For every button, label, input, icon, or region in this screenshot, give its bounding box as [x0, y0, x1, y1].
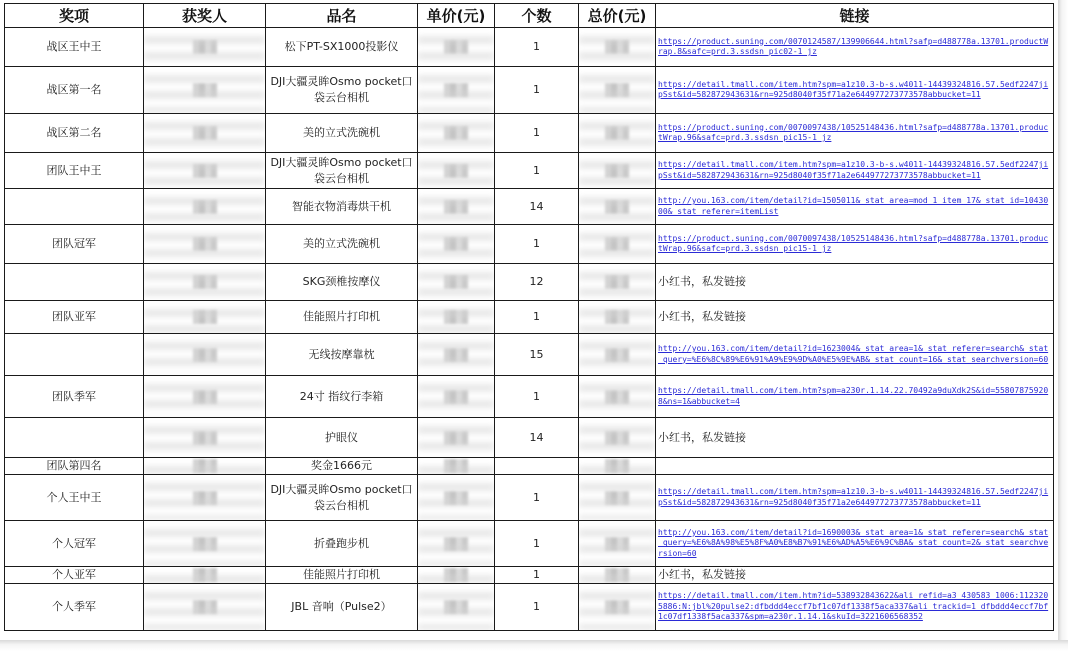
- award-cell: 战区王中王: [5, 28, 144, 67]
- count-cell: 14: [495, 189, 579, 225]
- total-price-cell-redacted: [579, 418, 656, 458]
- winner-cell-redacted: [144, 567, 266, 584]
- table-row: [5, 567, 1054, 584]
- winner-cell-redacted: [144, 334, 266, 376]
- item-cell: 美的立式洗碗机: [266, 225, 418, 264]
- header-unit-price: 单价(元): [418, 4, 495, 28]
- product-link[interactable]: https://product.suning.com/0070124587/139906644.html?safp=d488778a.13701.productWrap.8&safc=prd.3.ssdsn_pic02-1_jz: [658, 36, 1049, 56]
- unit-price-cell-redacted: [418, 153, 495, 189]
- award-cell: 个人亚军: [5, 567, 144, 584]
- award-cell: 团队王中王: [5, 153, 144, 189]
- header-row: [5, 4, 1054, 28]
- award-cell: 战区第二名: [5, 114, 144, 153]
- item-cell: 佳能照片打印机: [266, 301, 418, 334]
- item-cell: 无线按摩靠枕: [266, 334, 418, 376]
- link-cell: [656, 225, 1054, 264]
- count-cell: 14: [495, 418, 579, 458]
- total-price-cell-redacted: [579, 114, 656, 153]
- link-cell: [656, 28, 1054, 67]
- item-cell: 智能衣物消毒烘干机: [266, 189, 418, 225]
- table-row: [5, 334, 1054, 376]
- table-row: [5, 376, 1054, 418]
- winner-cell-redacted: [144, 301, 266, 334]
- table-row: [5, 153, 1054, 189]
- count-cell: 1: [495, 301, 579, 334]
- winner-cell-redacted: [144, 114, 266, 153]
- count-cell: 1: [495, 67, 579, 114]
- winner-cell-redacted: [144, 584, 266, 631]
- unit-price-cell-redacted: [418, 418, 495, 458]
- unit-price-cell-redacted: [418, 114, 495, 153]
- unit-price-cell-redacted: [418, 67, 495, 114]
- link-cell: [656, 376, 1054, 418]
- unit-price-cell-redacted: [418, 264, 495, 301]
- link-cell: [656, 67, 1054, 114]
- total-price-cell-redacted: [579, 189, 656, 225]
- product-link[interactable]: http://you.163.com/item/detail?id=1505011&_stat_area=mod_1_item_17&_stat_id=1043000&_stat_referer=itemList: [658, 196, 1049, 216]
- table-row: [5, 114, 1054, 153]
- winner-cell-redacted: [144, 28, 266, 67]
- total-price-cell-redacted: [579, 301, 656, 334]
- link-cell: [656, 114, 1054, 153]
- prize-table: [4, 3, 1054, 631]
- product-link[interactable]: http://you.163.com/item/detail?id=1623004&_stat_area=1&_stat_referer=search&_stat_query=%E6%8C%89%E6%91%A9%E9%9D%A0%E5%9E%AB&_stat_count=16&_stat_searchversion=60: [658, 344, 1049, 364]
- count-cell: [495, 458, 579, 475]
- count-cell: 1: [495, 376, 579, 418]
- total-price-cell-redacted: [579, 225, 656, 264]
- award-cell: [5, 334, 144, 376]
- product-link[interactable]: https://detail.tmall.com/item.htm?spm=a1z10.3-b-s.w4011-14439324816.57.5edf2247jipSst&id=582872943631&rn=925d8040f35f71a2e644977273773578abbucket=11: [658, 160, 1049, 180]
- link-cell: [656, 153, 1054, 189]
- link-cell: [656, 584, 1054, 631]
- link-cell: [656, 475, 1054, 521]
- link-note-cell: [656, 458, 1054, 475]
- award-cell: 团队冠军: [5, 225, 144, 264]
- winner-cell-redacted: [144, 264, 266, 301]
- unit-price-cell-redacted: [418, 475, 495, 521]
- header-award: 奖项: [5, 4, 144, 28]
- unit-price-cell-redacted: [418, 458, 495, 475]
- item-cell: DJI大疆灵眸Osmo pocket口袋云台相机: [266, 67, 418, 114]
- award-cell: 团队亚军: [5, 301, 144, 334]
- table-row: [5, 225, 1054, 264]
- winner-cell-redacted: [144, 458, 266, 475]
- table-row: [5, 301, 1054, 334]
- count-cell: 1: [495, 584, 579, 631]
- award-cell: [5, 418, 144, 458]
- link-cell: [656, 189, 1054, 225]
- total-price-cell-redacted: [579, 264, 656, 301]
- link-note-cell: 小红书，私发链接: [656, 301, 1054, 334]
- product-link[interactable]: https://product.suning.com/0070097438/10525148436.html?safp=d488778a.13701.productWrap.96&safc=prd.3.ssdsn_pic15-1_jz: [658, 233, 1049, 253]
- award-cell: [5, 189, 144, 225]
- product-link[interactable]: https://detail.tmall.com/item.htm?id=538932843622&ali_refid=a3_430583_1006:1123205886:N:jbl%20pulse2:dfbddd4eccf7bf1c07df1338f5aca337&ali_trackid=1_dfbddd4eccf7bf1c07df1338f5aca337&spm=a230r.1.14.1&skuId=3221606568352: [658, 591, 1049, 622]
- product-link[interactable]: https://detail.tmall.com/item.htm?spm=a1z10.3-b-s.w4011-14439324816.57.5edf2247jipSst&id=582872943631&rn=925d8040f35f71a2e644977273773578abbucket=11: [658, 79, 1049, 99]
- award-cell: 团队第四名: [5, 458, 144, 475]
- item-cell: 松下PT-SX1000投影仪: [266, 28, 418, 67]
- count-cell: 1: [495, 567, 579, 584]
- header-link: 链接: [656, 4, 1054, 28]
- unit-price-cell-redacted: [418, 189, 495, 225]
- total-price-cell-redacted: [579, 521, 656, 567]
- page-shadow-bottom: [0, 640, 1068, 651]
- total-price-cell-redacted: [579, 334, 656, 376]
- count-cell: 1: [495, 114, 579, 153]
- winner-cell-redacted: [144, 418, 266, 458]
- item-cell: 护眼仪: [266, 418, 418, 458]
- winner-cell-redacted: [144, 225, 266, 264]
- product-link[interactable]: http://you.163.com/item/detail?id=1690003&_stat_area=1&_stat_referer=search&_stat_query=%E6%8A%98%E5%8F%A0%E8%B7%91%E6%AD%A5%E6%9C%BA&_stat_count=2&_stat_searchversion=60: [658, 527, 1049, 558]
- table-row: [5, 28, 1054, 67]
- header-item: 品名: [266, 4, 418, 28]
- count-cell: 1: [495, 475, 579, 521]
- total-price-cell-redacted: [579, 584, 656, 631]
- link-note-cell: 小红书，私发链接: [656, 418, 1054, 458]
- total-price-cell-redacted: [579, 67, 656, 114]
- unit-price-cell-redacted: [418, 334, 495, 376]
- award-cell: 团队季军: [5, 376, 144, 418]
- item-cell: DJI大疆灵眸Osmo pocket口袋云台相机: [266, 153, 418, 189]
- item-cell: 奖金1666元: [266, 458, 418, 475]
- item-cell: 美的立式洗碗机: [266, 114, 418, 153]
- unit-price-cell-redacted: [418, 567, 495, 584]
- header-total-price: 总价(元): [579, 4, 656, 28]
- winner-cell-redacted: [144, 475, 266, 521]
- item-cell: SKG颈椎按摩仪: [266, 264, 418, 301]
- table-row: [5, 475, 1054, 521]
- total-price-cell-redacted: [579, 28, 656, 67]
- winner-cell-redacted: [144, 521, 266, 567]
- total-price-cell-redacted: [579, 153, 656, 189]
- count-cell: 1: [495, 28, 579, 67]
- unit-price-cell-redacted: [418, 301, 495, 334]
- award-cell: 个人王中王: [5, 475, 144, 521]
- total-price-cell-redacted: [579, 567, 656, 584]
- award-cell: 个人冠军: [5, 521, 144, 567]
- total-price-cell-redacted: [579, 376, 656, 418]
- table-row: [5, 418, 1054, 458]
- link-note-cell: 小红书，私发链接: [656, 567, 1054, 584]
- item-cell: 佳能照片打印机: [266, 567, 418, 584]
- table-row: [5, 189, 1054, 225]
- table-row: [5, 521, 1054, 567]
- unit-price-cell-redacted: [418, 584, 495, 631]
- product-link[interactable]: https://detail.tmall.com/item.htm?spm=a230r.1.14.22.70492a9duXdk2S&id=558078759208&ns=1&abbucket=4: [658, 386, 1049, 406]
- table-row: [5, 67, 1054, 114]
- total-price-cell-redacted: [579, 458, 656, 475]
- link-cell: [656, 521, 1054, 567]
- unit-price-cell-redacted: [418, 376, 495, 418]
- count-cell: 1: [495, 225, 579, 264]
- count-cell: 15: [495, 334, 579, 376]
- link-note-cell: 小红书，私发链接: [656, 264, 1054, 301]
- table-row: [5, 584, 1054, 631]
- winner-cell-redacted: [144, 153, 266, 189]
- winner-cell-redacted: [144, 376, 266, 418]
- winner-cell-redacted: [144, 67, 266, 114]
- product-link[interactable]: https://product.suning.com/0070097438/10525148436.html?safp=d488778a.13701.productWrap.96&safc=prd.3.ssdsn_pic15-1_jz: [658, 122, 1049, 142]
- unit-price-cell-redacted: [418, 225, 495, 264]
- item-cell: DJI大疆灵眸Osmo pocket口袋云台相机: [266, 475, 418, 521]
- total-price-cell-redacted: [579, 475, 656, 521]
- award-cell: [5, 264, 144, 301]
- unit-price-cell-redacted: [418, 521, 495, 567]
- header-winner: 获奖人: [144, 4, 266, 28]
- award-cell: 战区第一名: [5, 67, 144, 114]
- link-cell: [656, 334, 1054, 376]
- header-count: 个数: [495, 4, 579, 28]
- winner-cell-redacted: [144, 189, 266, 225]
- count-cell: 1: [495, 153, 579, 189]
- table-row: [5, 458, 1054, 475]
- item-cell: 折叠跑步机: [266, 521, 418, 567]
- item-cell: 24寸 指纹行李箱: [266, 376, 418, 418]
- count-cell: 1: [495, 521, 579, 567]
- item-cell: JBL 音响（Pulse2）: [266, 584, 418, 631]
- product-link[interactable]: https://detail.tmall.com/item.htm?spm=a1z10.3-b-s.w4011-14439324816.57.5edf2247jipSst&id=582872943631&rn=925d8040f35f71a2e644977273773578abbucket=11: [658, 487, 1049, 507]
- unit-price-cell-redacted: [418, 28, 495, 67]
- count-cell: 12: [495, 264, 579, 301]
- award-cell: 个人季军: [5, 584, 144, 631]
- table-row: [5, 264, 1054, 301]
- page-shadow-right: [1058, 0, 1068, 651]
